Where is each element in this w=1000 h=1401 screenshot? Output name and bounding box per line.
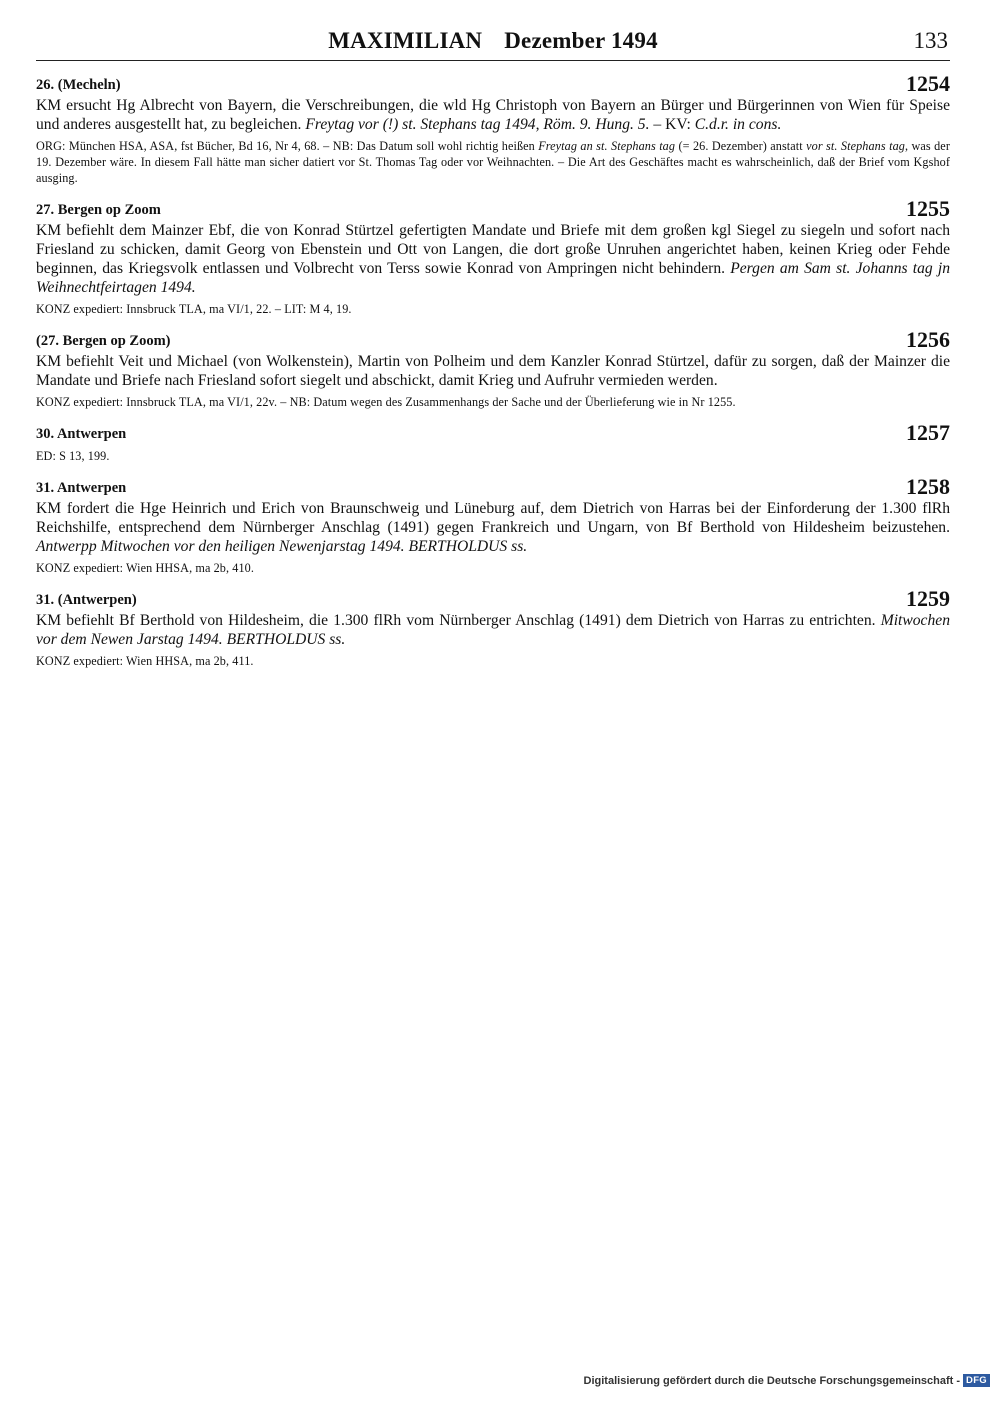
page-title: [36, 28, 950, 54]
entry-date-place: 31. Antwerpen: [36, 480, 127, 496]
footer-text: Digitalisierung gefördert durch die Deutsche Forschungsgemeinschaft -: [583, 1374, 961, 1387]
entry-text: KM fordert die Hge Heinrich und Erich von Braunschweig und Lüneburg auf, dem Dietrich von Harras bei der Einforderung der 1.300 flRh Reichshilfe, entsprechend dem Nürnberger Anschlag (1491) gegen Frankreich und Ungarn, von Bf Berthold von Hildesheim beizustehen. Antwerpp Mitwochen vor den heiligen Newenjarstag 1494. BERTHOLDUS ss.: [36, 500, 950, 555]
entry-date-place: 30. Antwerpen: [36, 426, 127, 442]
regest-entry-1256: [36, 329, 950, 410]
digitization-footer: [584, 1374, 990, 1387]
entry-date-place: 27. Bergen op Zoom: [36, 202, 161, 218]
entry-text: KM befiehlt Bf Berthold von Hildesheim, die 1.300 flRh vom Nürnberger Anschlag (1491) dem Dietrich von Harras zu entrichten. Mitwochen vor dem Newen Jarstag 1494. BERTHOLDUS ss.: [36, 612, 950, 648]
entry-number: 1258: [906, 474, 950, 499]
entry-note: KONZ expediert: Innsbruck TLA, ma VI/1, 22. – LIT: M 4, 19.: [36, 302, 352, 316]
entry-date-place: (27. Bergen op Zoom): [36, 333, 171, 349]
regest-entry-1259: [36, 588, 950, 669]
regest-entry-1257: [36, 422, 950, 464]
entry-note: ED: S 13, 199.: [36, 449, 110, 463]
running-header: [36, 26, 950, 61]
title-date: Dezember 1494: [504, 28, 658, 53]
entry-number: 1256: [906, 327, 950, 352]
entry-number: 1259: [906, 586, 950, 611]
regest-entry-1258: [36, 476, 950, 576]
page-number: 133: [913, 28, 948, 53]
dfg-logo: DFG: [963, 1374, 990, 1387]
title-name: MAXIMILIAN: [328, 28, 483, 53]
document-page: [36, 26, 950, 669]
entry-number: 1255: [906, 196, 950, 221]
entry-date-place: 31. (Antwerpen): [36, 592, 137, 608]
entry-note: KONZ expediert: Wien HHSA, ma 2b, 410.: [36, 561, 255, 575]
entry-text: KM befiehlt dem Mainzer Ebf, die von Konrad Stürtzel gefertigten Mandate und Briefe mit dem großen kgl Siegel zu siegeln und sofort nach Friesland zu schicken, damit Georg von Ebenstein und Ott von Langen, die dort große Unruhen angerichtet haben, keinen Krieg oder Fehde beginnen, das Kriegsvolk entlassen und Volbrecht von Terss sowie Konrad von Ampringen nicht behindern. Pergen am Sam st. Johanns tag jn Weihnechtfeirtagen 1494.: [36, 222, 950, 296]
entry-note: KONZ expediert: Innsbruck TLA, ma VI/1, 22v. – NB: Datum wegen des Zusammenhangs der Sache und der Überlieferung wie in Nr 1255.: [36, 395, 736, 409]
entry-note: KONZ expediert: Wien HHSA, ma 2b, 411.: [36, 654, 254, 668]
entry-note: ORG: München HSA, ASA, fst Bücher, Bd 16, Nr 4, 68. – NB: Das Datum soll wohl richtig heißen Freytag an st. Stephans tag (= 26. Dezember) anstatt vor st. Stephans tag, was der 19. Dezember wäre. In diesem Fall hätte man sicher datiert vor St. Thomas Tag oder vor Weihnachten. – Die Art des Geschäftes macht es wahrscheinlich, daß der Brief vom Kgshof ausging.: [36, 139, 950, 185]
regest-entry-1254: [36, 73, 950, 186]
entry-number: 1257: [906, 420, 950, 445]
entry-date-place: 26. (Mecheln): [36, 77, 121, 93]
entry-text: KM befiehlt Veit und Michael (von Wolkenstein), Martin von Polheim und dem Kanzler Konrad Stürtzel, dafür zu sorgen, daß der Mainzer die Mandate und Briefe nach Friesland sofort siegelt und abschickt, damit Krieg und Aufruhr vermieden werden.: [36, 353, 950, 389]
entry-number: 1254: [906, 71, 950, 96]
entry-text: KM ersucht Hg Albrecht von Bayern, die Verschreibungen, die wld Hg Christoph von Bayern an Bürger und Bürgerinnen von Wien für Speise und anderes ausgestellt hat, zu begleichen. Freytag vor (!) st. Stephans tag 1494, Röm. 9. Hung. 5. – KV: C.d.r. in cons.: [36, 97, 950, 133]
regest-entry-1255: [36, 198, 950, 317]
